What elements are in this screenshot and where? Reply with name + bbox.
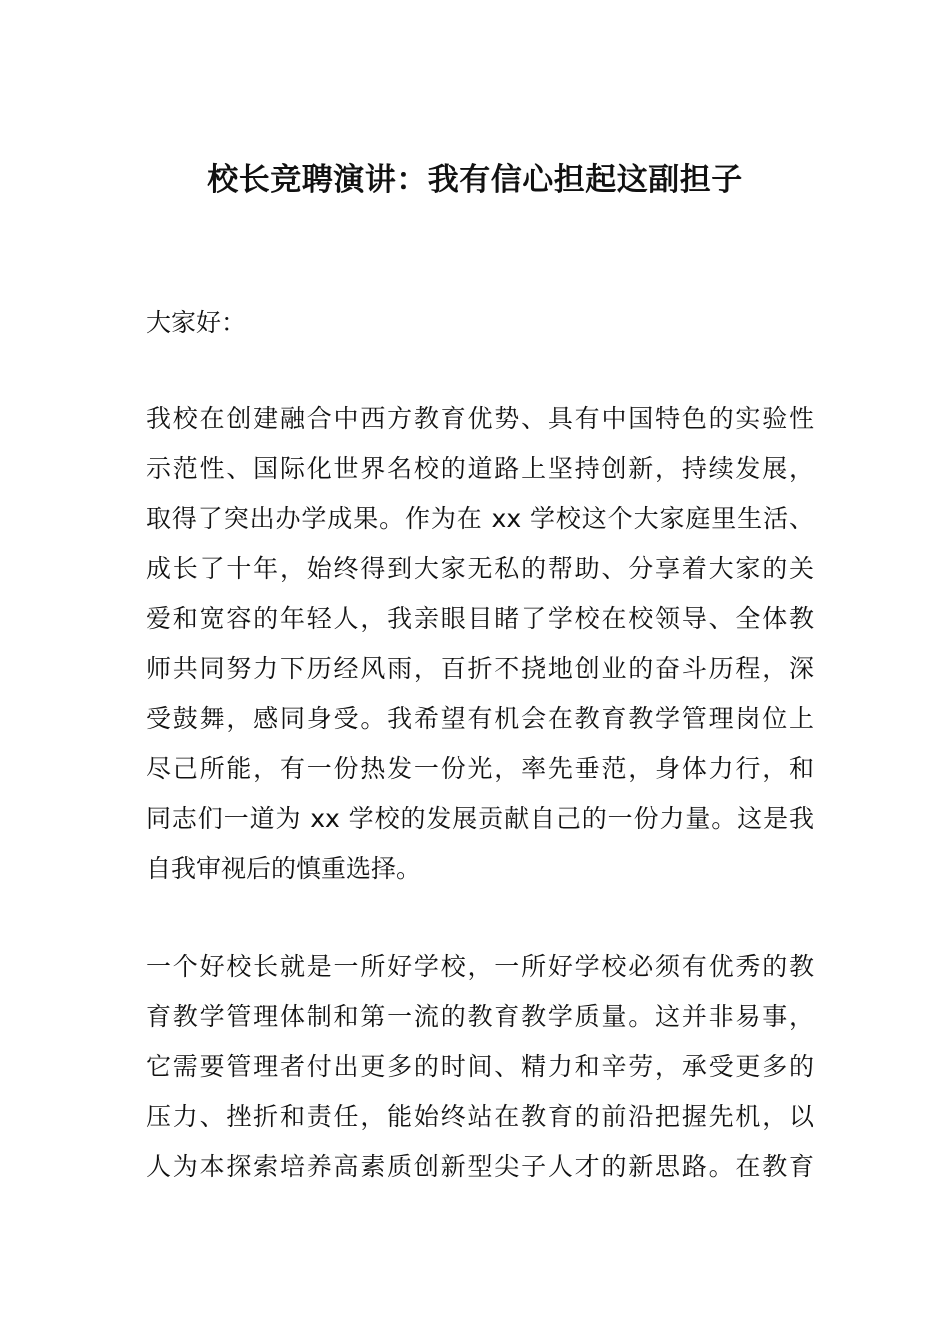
paragraph-line: 示范性、国际化世界名校的道路上坚持创新，持续发展， (146, 454, 814, 483)
paragraph-line: 受鼓舞，感同身受。我希望有机会在教育教学管理岗位上 (146, 704, 814, 733)
paragraph-line: 它需要管理者付出更多的时间、精力和辛劳，承受更多的 (146, 1052, 814, 1081)
paragraph-line: 一个好校长就是一所好学校，一所好学校必须有优秀的教 (146, 952, 814, 981)
paragraph-1 (146, 394, 814, 894)
paragraph-line: 育教学管理体制和第一流的教育教学质量。这并非易事， (146, 1002, 814, 1031)
paragraph-line: 我校在创建融合中西方教育优势、具有中国特色的实验性 (146, 404, 814, 433)
paragraph-line: 自我审视后的慎重选择。 (146, 854, 422, 883)
paragraph-line: 取得了突出办学成果。作为在 xx 学校这个大家庭里生活、 (146, 504, 814, 533)
paragraph-line: 师共同努力下历经风雨，百折不挠地创业的奋斗历程，深 (146, 654, 814, 683)
greeting: 大家好： (146, 308, 247, 337)
paragraph-2 (146, 942, 814, 1192)
document-title: 校长竞聘演讲：我有信心担起这副担子 (207, 162, 743, 198)
paragraph-line: 爱和宽容的年轻人，我亲眼目睹了学校在校领导、全体教 (146, 604, 814, 633)
paragraph-line: 成长了十年，始终得到大家无私的帮助、分享着大家的关 (146, 554, 814, 583)
paragraph-line: 人为本探索培养高素质创新型尖子人才的新思路。在教育 (146, 1152, 814, 1181)
paragraph-line: 压力、挫折和责任，能始终站在教育的前沿把握先机，以 (146, 1102, 814, 1131)
paragraph-line: 尽己所能，有一份热发一份光，率先垂范，身体力行，和 (146, 754, 814, 783)
paragraph-line: 同志们一道为 xx 学校的发展贡献自己的一份力量。这是我 (146, 804, 814, 833)
